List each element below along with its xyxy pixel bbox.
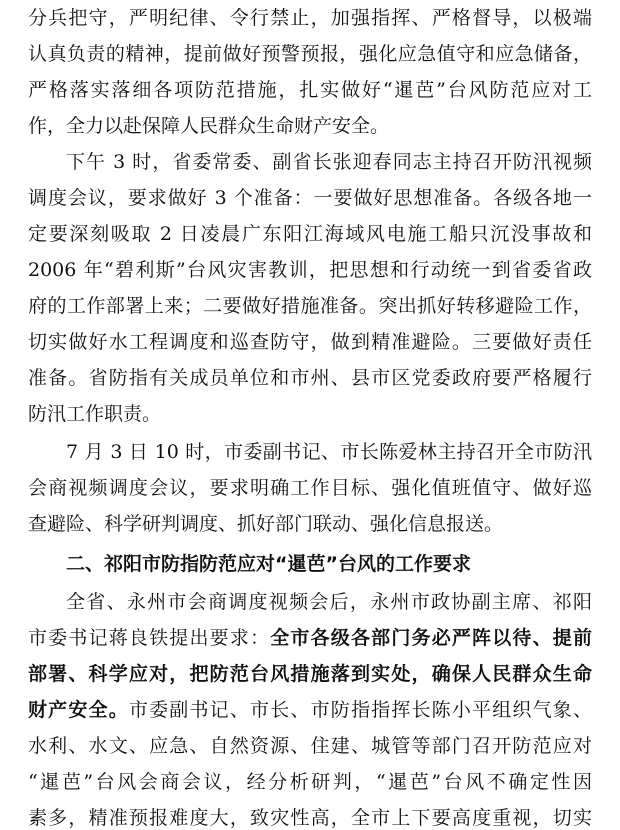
bold-text: 全市各级各部门务必严阵以待、提前: [270, 627, 592, 649]
text-line: “暹芭”台风会商会议，经分析研判，“暹芭”台风不确定性因: [28, 771, 592, 793]
text-line: 认真负责的精神，提前做好预警预报，强化应急值守和应急储备，: [28, 43, 592, 65]
text-line: 下午 3 时，省委常委、副省长张迎春同志主持召开防汛视频: [66, 151, 592, 173]
bold-text: 财产安全。: [28, 699, 129, 721]
text-line: 府的工作部署上来；二要做好措施准备。突出抓好转移避险工作，: [28, 295, 592, 317]
text-line: 定要深刻吸取 2 日凌晨广东阳江海域风电施工船只沉没事故和: [28, 223, 592, 245]
text-line: [28, 698, 592, 722]
bold-text-line: 部署、科学应对，把防范台风措施落到实处，确保人民群众生命: [28, 663, 592, 685]
text-line: 防汛工作职责。: [28, 403, 162, 425]
text-line: 严格落实落细各项防范措施，扎实做好“暹芭”台风防范应对工: [28, 79, 592, 101]
text-line: 素多，精准预报难度大，致灾性高，全市上下要高度重视，切实: [28, 807, 592, 829]
text-line: 7 月 3 日 10 时，市委副书记、市长陈爱林主持召开全市防汛: [66, 441, 592, 463]
text-line: 2006 年“碧利斯”台风灾害教训，把思想和行动统一到省委省政: [28, 259, 592, 281]
text-line: 调度会议，要求做好 3 个准备：一要做好思想准备。各级各地一: [28, 187, 592, 209]
text-line: 查避险、科学研判调度、抓好部门联动、强化信息报送。: [28, 513, 504, 535]
text-line: 切实做好水工程调度和巡查防守，做到精准避险。三要做好责任: [28, 331, 592, 353]
text-line: [28, 626, 592, 650]
section-heading: 二、祁阳市防指防范应对“暹芭”台风的工作要求: [66, 553, 471, 575]
text-line: 准备。省防指有关成员单位和市州、县市区党委政府要严格履行: [28, 367, 592, 389]
text-line: 会商视频调度会议，要求明确工作目标、强化值班值守、做好巡: [28, 477, 592, 499]
normal-text: 市委书记蒋良铁提出要求：: [28, 627, 271, 649]
text-line: 水利、水文、应急、自然资源、住建、城管等部门召开防范应对: [28, 735, 592, 757]
normal-text: 市委副书记、市长、市防指指挥长陈小平组织气象、: [128, 699, 592, 721]
text-line: 作，全力以赴保障人民群众生命财产安全。: [28, 115, 390, 137]
text-line: 分兵把守，严明纪律、令行禁止，加强指挥、严格督导，以极端: [28, 7, 592, 29]
text-line: 全省、永州市会商调度视频会后，永州市政协副主席、祁阳: [66, 591, 592, 613]
